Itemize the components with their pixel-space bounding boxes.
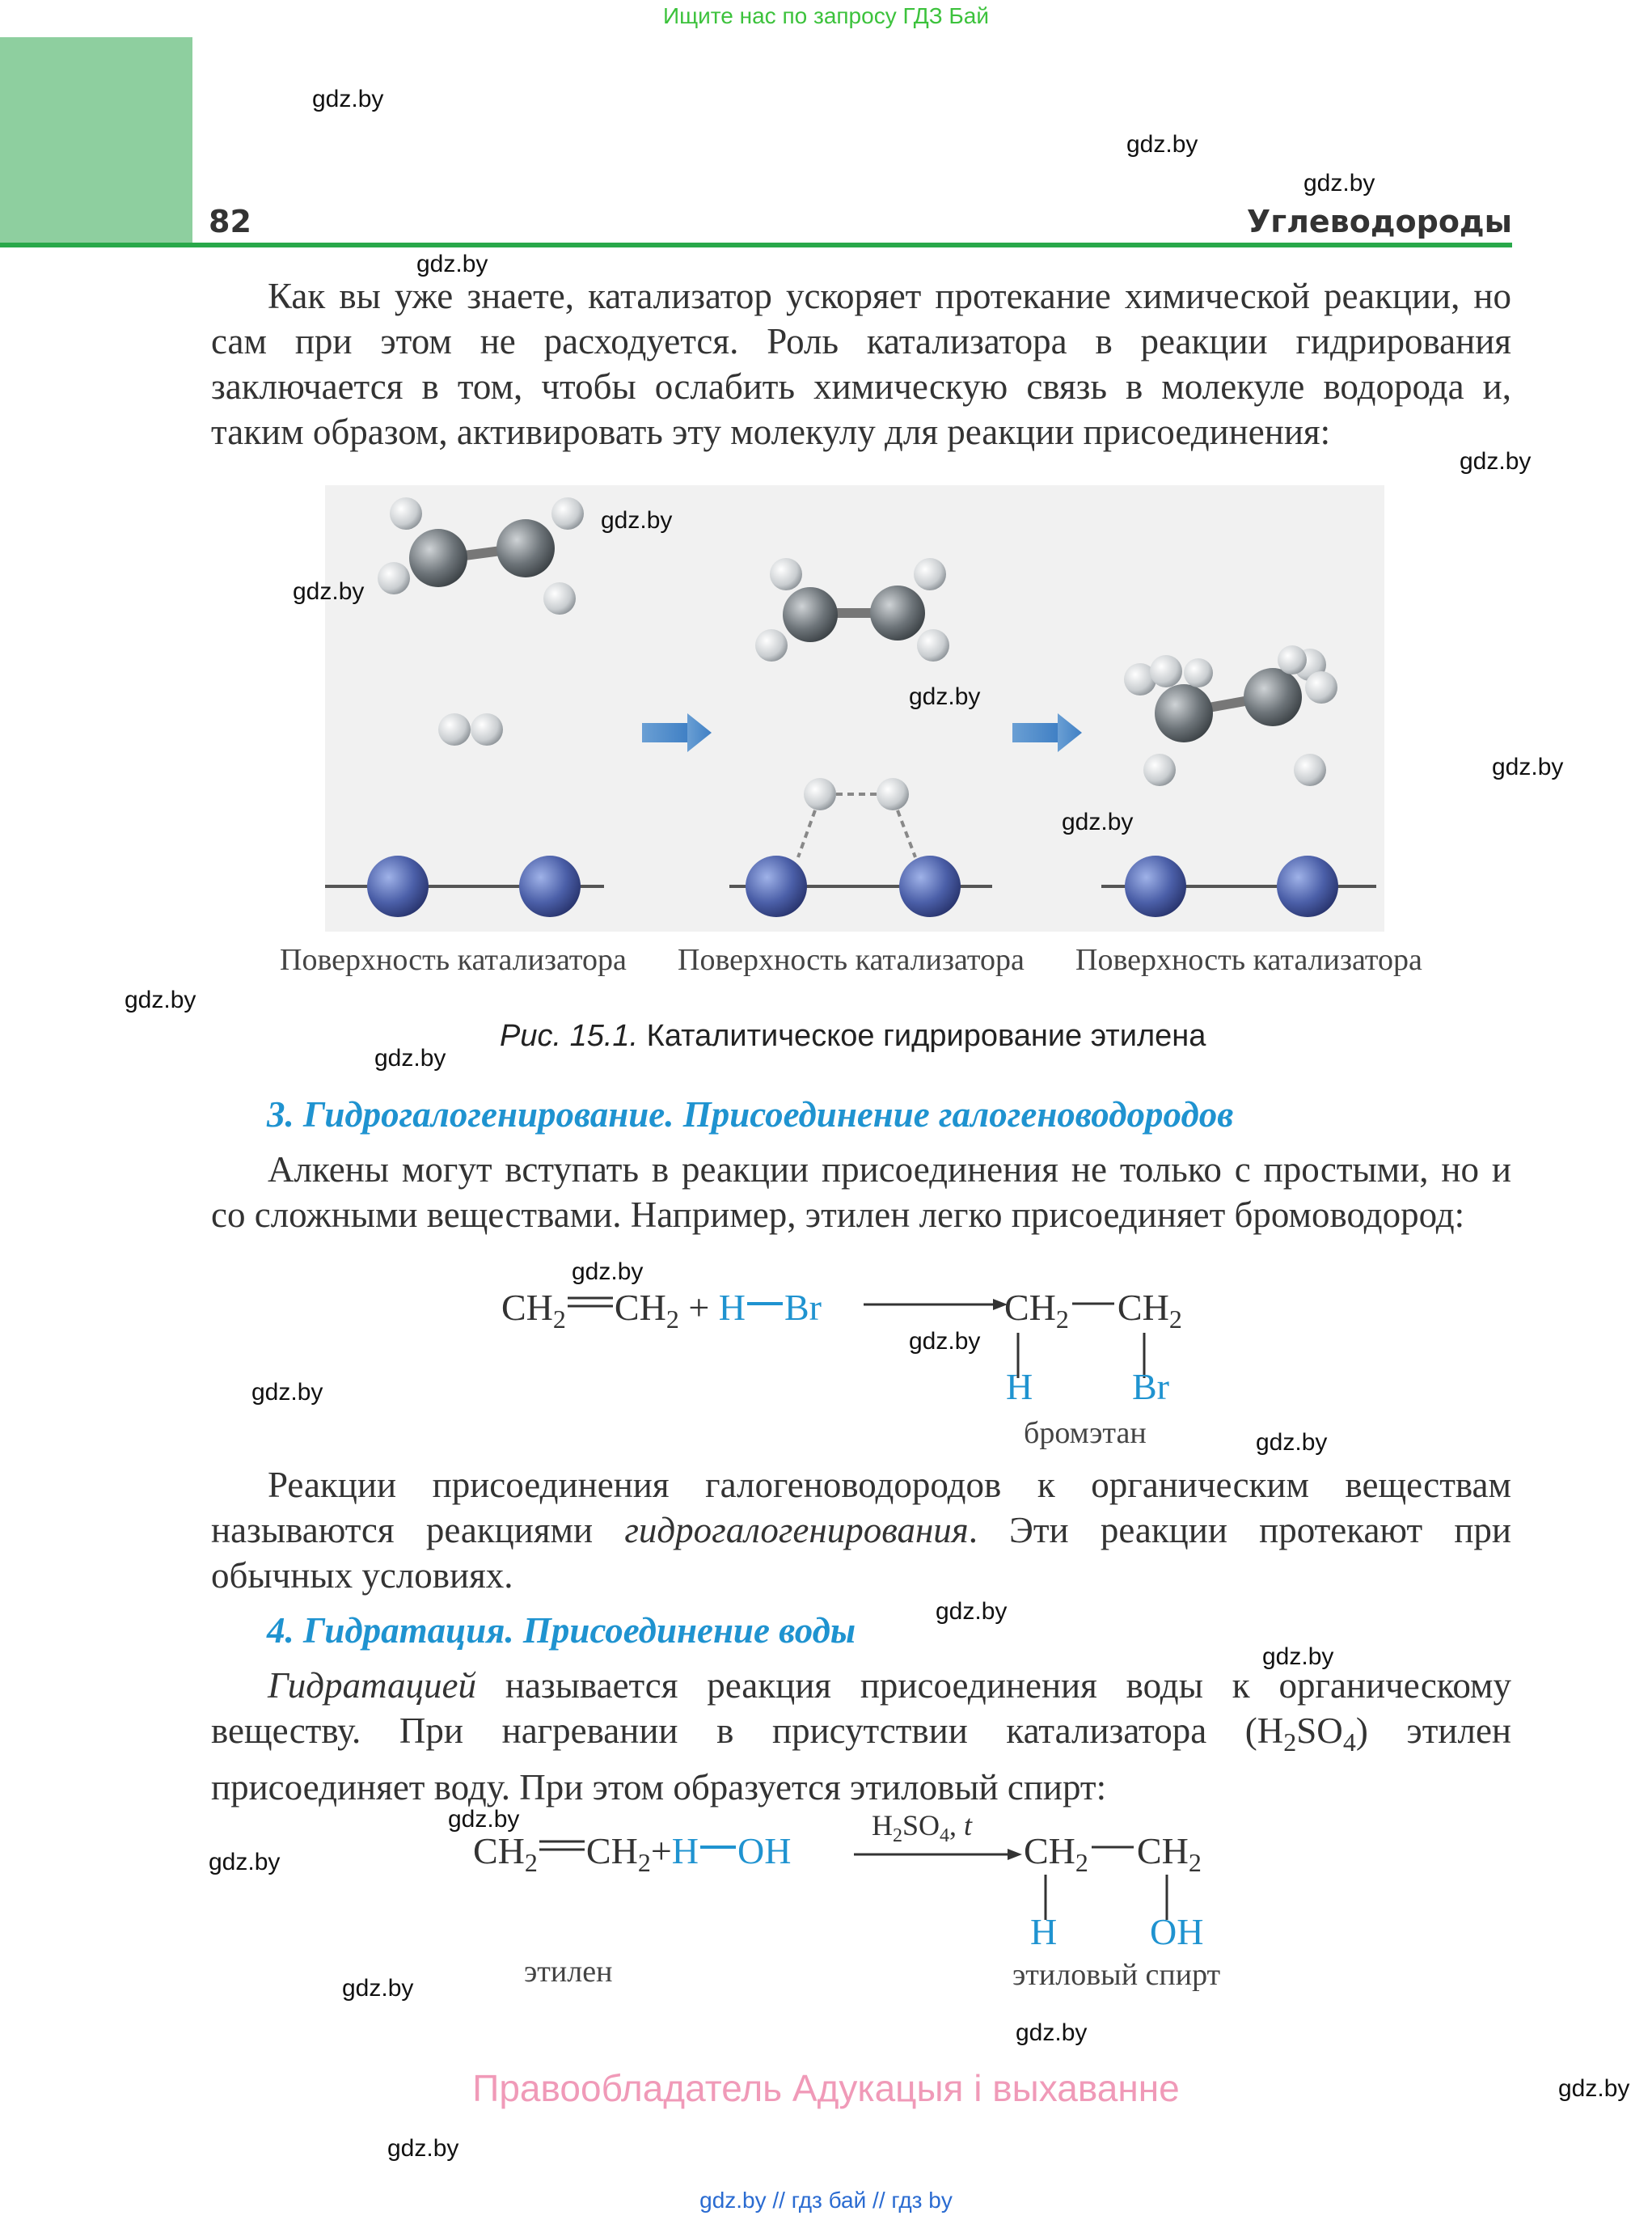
catalyst-atom — [899, 856, 961, 917]
figure-caption-text: Каталитическое гидрирование этилена — [638, 1019, 1206, 1053]
arrow-1 — [642, 713, 712, 752]
running-head: Углеводороды — [1246, 204, 1512, 239]
watermark: gdz.by — [293, 578, 365, 605]
catalyst-atom — [1277, 856, 1338, 917]
page-number: 82 — [209, 204, 251, 239]
watermark: gdz.by — [1492, 754, 1564, 780]
reaction-condition: $H_2SO_4$, t — [872, 1809, 973, 1847]
activated-hydrogen — [798, 778, 915, 857]
watermark: gdz.by — [909, 1328, 981, 1355]
ethane-molecule — [1124, 645, 1337, 786]
copyright-notice: Правообладатель Адукацыя і выхаванне — [472, 2067, 1180, 2109]
watermark: gdz.by — [209, 1849, 281, 1875]
section-4-paragraph: Гидратацией называется реакция присоединения воды к органическому веществу. При нагревании в присутствии катализатора $(H_2SO_4)$ этилен присоединяет воду. При этом образуется этиловый спирт: — [211, 1665, 1511, 1808]
double-bond — [566, 1294, 615, 1313]
watermark: gdz.by — [387, 2135, 459, 2162]
intro-paragraph — [211, 273, 1511, 455]
figure-illustration — [325, 485, 1384, 932]
watermark: gdz.by — [312, 86, 384, 112]
watermark: gdz.by — [1558, 2075, 1630, 2102]
catalyst-surface-label-1: Поверхность катализатора — [280, 943, 627, 977]
figure-catalytic-hydrogenation — [325, 485, 1384, 932]
section-3-paragraph — [211, 1147, 1511, 1237]
reactant-name-ethylene: этилен — [524, 1955, 613, 1989]
equation-hbr-left: $CH_2$ $CH_2 + H$ Br — [501, 1287, 822, 1334]
watermark: gdz.by — [572, 1258, 644, 1285]
watermark: gdz.by — [1062, 809, 1134, 835]
reaction-arrow-2 — [854, 1842, 1024, 1867]
catalyst-atom — [1125, 856, 1186, 917]
catalyst-atom — [519, 856, 581, 917]
product-substituent-br: Br — [1132, 1366, 1169, 1407]
catalyst-atom — [367, 856, 429, 917]
section-4-heading: 4. Гидратация. Присоединение воды — [267, 1610, 856, 1651]
product-name-bromoethane: бромэтан — [1024, 1416, 1147, 1450]
catalyst-surface-label-2: Поверхность катализатора — [678, 943, 1025, 977]
watermark: gdz.by — [1256, 1429, 1328, 1456]
section-3-paragraph-text: Алкены могут вступать в реакции присоединения не только с простыми, но и со сложными веществами. Например, этилен легко присоединяет бромоводород: — [211, 1149, 1511, 1235]
product-substituent-h: H — [1006, 1366, 1033, 1407]
catalyst-atom — [746, 856, 807, 917]
watermark: gdz.by — [1262, 1643, 1334, 1670]
reaction-arrow-1 — [864, 1292, 1009, 1317]
footer-links[interactable]: gdz.by // гдз бай // гдз by — [699, 2188, 953, 2213]
top-banner: Ищите нас по запросу ГДЗ Бай — [662, 3, 990, 28]
catalyst-surface-label-3: Поверхность катализатора — [1075, 943, 1422, 977]
watermark: gdz.by — [125, 987, 196, 1013]
figure-caption-number: Рис. 15.1. — [500, 1019, 639, 1053]
watermark: gdz.by — [374, 1045, 446, 1072]
intro-paragraph-text: Как вы уже знаете, катализатор ускоряет протекание химической реакции, но сам при этом не расходуется. Роль катализатора в реакции гидрирования заключается в том, чтобы ослабить химическую связь в молекуле водорода и, таким образом, активировать эту молекулу для реакции присоединения: — [211, 276, 1511, 452]
watermark: gdz.by — [342, 1975, 414, 2002]
watermark: gdz.by — [416, 251, 488, 277]
watermark: gdz.by — [1303, 170, 1375, 197]
product-substituent-h-2: H — [1030, 1911, 1058, 1952]
ethylene-molecule-2 — [755, 558, 949, 662]
watermark: gdz.by — [936, 1598, 1008, 1625]
equation-water-left: $CH_2$ $CH_2+H$ OH — [473, 1830, 792, 1877]
watermark: gdz.by — [1016, 2019, 1088, 2046]
product-name-ethanol: этиловый спирт — [1012, 1958, 1221, 1992]
watermark: gdz.by — [601, 507, 673, 534]
header-rule — [0, 243, 1512, 247]
watermark: gdz.by — [909, 683, 981, 710]
equation-water-product: $CH_2$ $CH_2$ — [1024, 1830, 1202, 1877]
figure-caption — [500, 1019, 1206, 1054]
watermark: gdz.by — [251, 1379, 323, 1406]
chapter-color-block — [0, 37, 192, 244]
section-3-heading: 3. Гидрогалогенирование. Присоединение галогеноводородов — [267, 1094, 1234, 1135]
ethylene-molecule-1 — [378, 497, 584, 615]
arrow-2 — [1012, 713, 1082, 752]
watermark: gdz.by — [1460, 448, 1532, 475]
equation-hbr-product: $CH_2$ $CH_2$ — [1004, 1287, 1182, 1334]
watermark: gdz.by — [448, 1806, 520, 1833]
section-3-paragraph-2: Реакции присоединения галогеноводородов к органическим веществам называются реакциями гидрогалогенирования. Эти реакции протекают при обычных условиях. — [211, 1465, 1511, 1596]
product-substituent-oh: OH — [1150, 1911, 1204, 1952]
watermark: gdz.by — [1126, 131, 1198, 158]
hydrogen-molecule-1 — [438, 713, 503, 746]
